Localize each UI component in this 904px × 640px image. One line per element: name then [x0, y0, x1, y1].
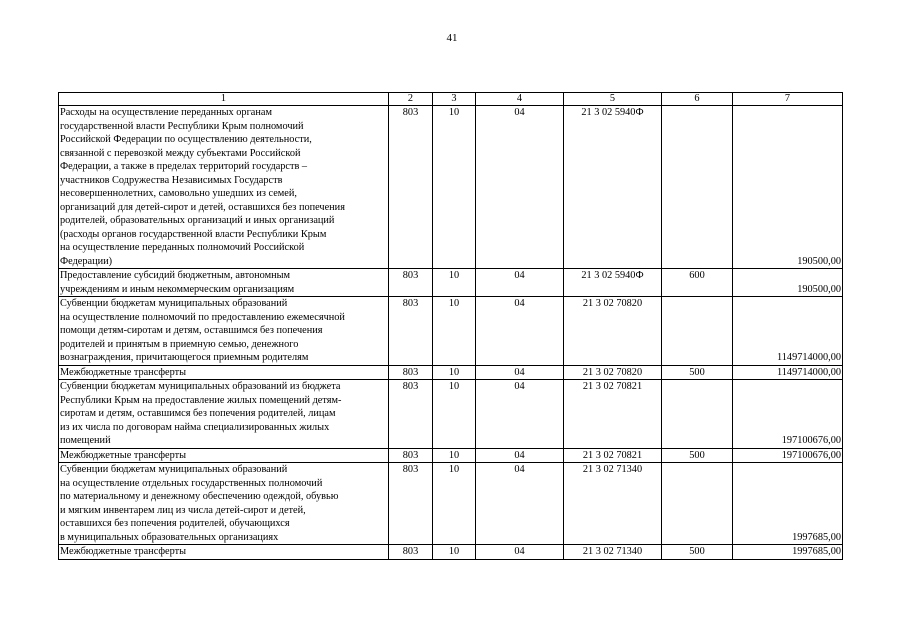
section-code: 10: [433, 545, 476, 560]
row-description: [59, 365, 389, 380]
description-line: из их числа по договорам найма специализированных жилых: [60, 421, 330, 433]
amount: 190500,00: [733, 269, 843, 297]
description-line: Субвенции бюджетам муниципальных образований из бюджета: [60, 381, 341, 392]
header-col-5: 5: [564, 93, 662, 106]
description-line: связанной с перевозкой между субъектами Российской: [60, 147, 301, 159]
expense-type-code: [662, 106, 733, 269]
admin-code: 803: [389, 269, 433, 297]
table-row: [59, 463, 843, 545]
description-line: Федерации): [60, 255, 113, 267]
description-line: государственной власти Республики Крым полномочий: [60, 120, 304, 132]
table-row: [59, 269, 843, 297]
table-row: [59, 297, 843, 366]
target-article-code: 21 3 02 70820: [564, 365, 662, 380]
table-row: [59, 106, 843, 269]
description-line: Межбюджетные трансферты: [60, 366, 187, 378]
amount: 190500,00: [733, 106, 843, 269]
header-col-7: 7: [733, 93, 843, 106]
row-description: [59, 380, 389, 449]
header-col-3: 3: [433, 93, 476, 106]
row-description: [59, 463, 389, 545]
section-code: 10: [433, 297, 476, 366]
description-line: и мягким инвентарем лиц из числа детей-сирот и детей,: [60, 504, 306, 516]
expense-type-code: [662, 463, 733, 545]
expense-type-code: [662, 380, 733, 449]
section-code: 10: [433, 269, 476, 297]
target-article-code: 21 3 02 70820: [564, 297, 662, 366]
subsection-code: 04: [476, 380, 564, 449]
description-line: сиротам и детям, оставшимся без попечения родителей, лицам: [60, 408, 336, 419]
budget-table: [58, 92, 843, 560]
description-line: вознаграждения, причитающегося приемным родителям: [60, 352, 309, 363]
description-line: на осуществление отдельных государственных полномочий: [60, 477, 323, 489]
description-line: родителей и принятым в приемную семью, денежного: [60, 338, 299, 350]
description-line: участников Содружества Независимых Государств: [60, 174, 283, 186]
table-row: [59, 365, 843, 380]
admin-code: 803: [389, 545, 433, 560]
target-article-code: 21 3 02 70821: [564, 380, 662, 449]
target-article-code: 21 3 02 71340: [564, 545, 662, 560]
admin-code: 803: [389, 448, 433, 463]
target-article-code: 21 3 02 71340: [564, 463, 662, 545]
header-row: [59, 93, 843, 106]
table-row: [59, 545, 843, 560]
target-article-code: 21 3 02 5940Ф: [564, 269, 662, 297]
subsection-code: 04: [476, 269, 564, 297]
row-description: [59, 106, 389, 269]
header-col-6: 6: [662, 93, 733, 106]
target-article-code: 21 3 02 70821: [564, 448, 662, 463]
expense-type-code: 500: [662, 365, 733, 380]
description-line: (расходы органов государственной власти Республики Крым: [60, 228, 327, 240]
description-line: Субвенции бюджетам муниципальных образований: [60, 464, 288, 475]
subsection-code: 04: [476, 297, 564, 366]
description-line: Российской Федерации по осуществлению деятельности,: [60, 134, 312, 145]
description-line: учреждениям и иным некоммерческим организациям: [60, 283, 295, 295]
description-line: Федерации, а также в пределах территорий государств –: [60, 161, 308, 172]
description-line: родителей, образовательных организаций и иных организаций: [60, 215, 335, 226]
amount: 1997685,00: [733, 545, 843, 560]
admin-code: 803: [389, 297, 433, 366]
description-line: Межбюджетные трансферты: [60, 546, 187, 557]
amount: 197100676,00: [733, 380, 843, 449]
amount: 1997685,00: [733, 463, 843, 545]
table-row: [59, 448, 843, 463]
header-col-4: 4: [476, 93, 564, 106]
subsection-code: 04: [476, 463, 564, 545]
expense-type-code: 500: [662, 448, 733, 463]
description-line: на осуществление переданных полномочий Российской: [60, 242, 305, 253]
description-line: организаций для детей-сирот и детей, оставшихся без попечения: [60, 201, 345, 213]
description-line: Межбюджетные трансферты: [60, 449, 187, 461]
header-col-1: 1: [59, 93, 389, 106]
section-code: 10: [433, 463, 476, 545]
admin-code: 803: [389, 463, 433, 545]
amount: 1149714000,00: [733, 365, 843, 380]
description-line: Республики Крым на предоставление жилых помещений детям-: [60, 394, 342, 406]
expense-type-code: 500: [662, 545, 733, 560]
expense-type-code: [662, 297, 733, 366]
description-line: несовершеннолетних, самовольно ушедших из семей,: [60, 188, 297, 199]
admin-code: 803: [389, 365, 433, 380]
header-col-2: 2: [389, 93, 433, 106]
page-number: 41: [446, 32, 458, 44]
description-line: помещений: [60, 435, 111, 446]
description-line: на осуществление полномочий по предоставлению ежемесячной: [60, 311, 345, 323]
description-line: Предоставление субсидий бюджетным, автономным: [60, 270, 291, 281]
description-line: в муниципальных образовательных организациях: [60, 531, 279, 543]
subsection-code: 04: [476, 365, 564, 380]
subsection-code: 04: [476, 448, 564, 463]
admin-code: 803: [389, 106, 433, 269]
subsection-code: 04: [476, 106, 564, 269]
admin-code: 803: [389, 380, 433, 449]
subsection-code: 04: [476, 545, 564, 560]
description-line: Субвенции бюджетам муниципальных образований: [60, 298, 288, 309]
row-description: [59, 269, 389, 297]
target-article-code: 21 3 02 5940Ф: [564, 106, 662, 269]
amount: 1149714000,00: [733, 297, 843, 366]
row-description: [59, 448, 389, 463]
section-code: 10: [433, 448, 476, 463]
section-code: 10: [433, 380, 476, 449]
table-row: [59, 380, 843, 449]
amount: 197100676,00: [733, 448, 843, 463]
section-code: 10: [433, 365, 476, 380]
description-line: Расходы на осуществление переданных органам: [60, 107, 272, 118]
table-body: [59, 93, 843, 560]
row-description: [59, 297, 389, 366]
expense-type-code: 600: [662, 269, 733, 297]
description-line: по материальному и денежному обеспечению одеждой, обувью: [60, 491, 339, 502]
row-description: [59, 545, 389, 560]
description-line: оставшихся без попечения родителей, обучающихся: [60, 518, 290, 529]
description-line: помощи детям-сиротам и детям, оставшимся без попечения: [60, 325, 323, 336]
section-code: 10: [433, 106, 476, 269]
